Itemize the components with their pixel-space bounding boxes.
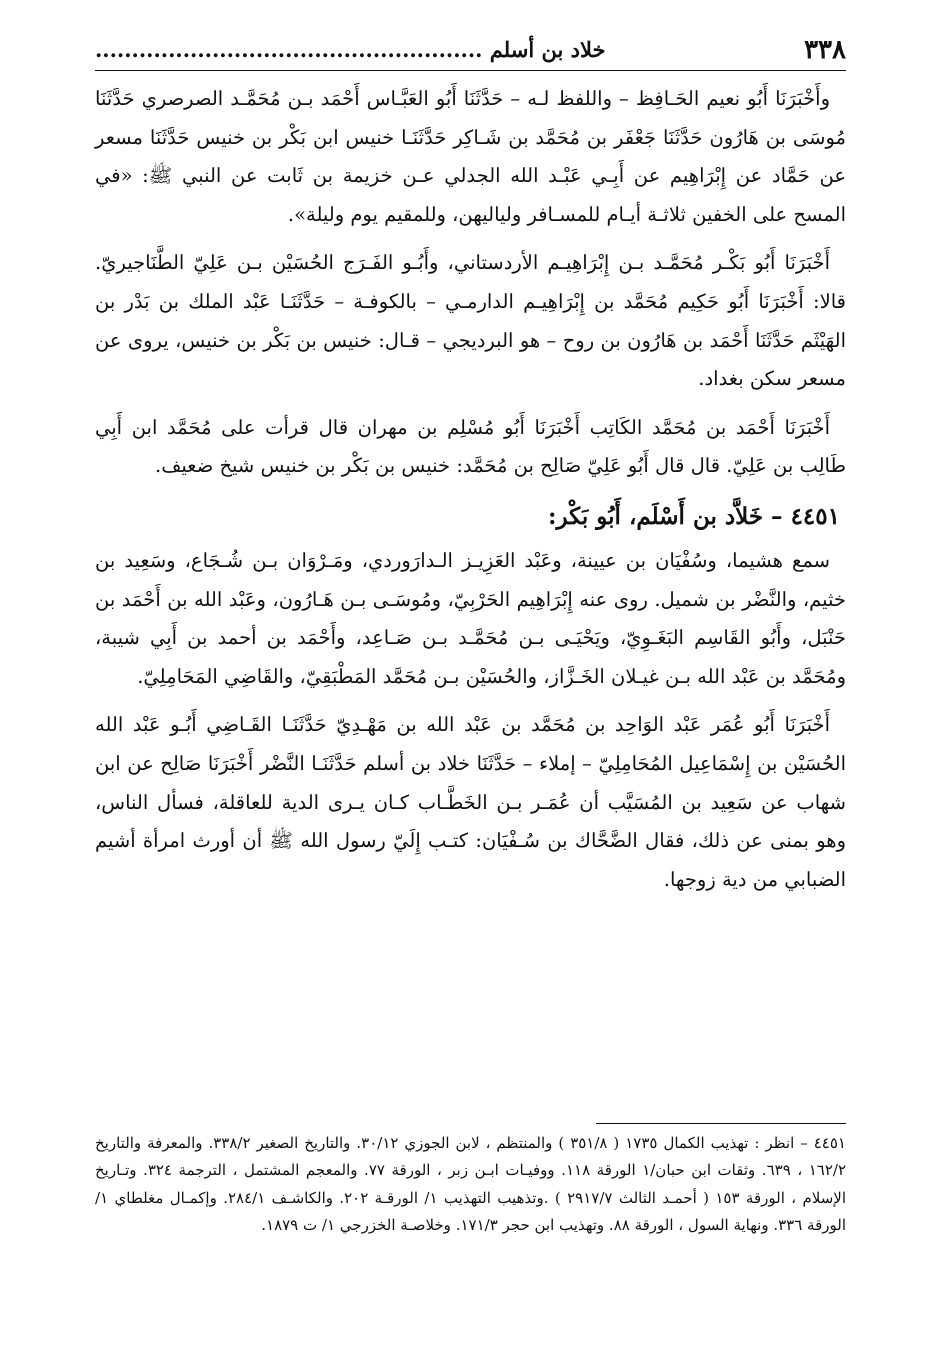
paragraph: وأَخْبَرَنَا أَبُو نعيم الحَـافِظ – واللفظ لـه – حَدَّثَنَا أَبُو العَبَّـاس أَحْمَد بـن مُحَمَّـد الصرصري حَدَّثَنَا مُوسَى بن هَارُون حَدَّثَنَا جَعْفَر بن مُحَمَّد بن شَـاكِر حَدَّثَنَـا خنيس ابن بَكْر بن خنيس حَدَّثَنَا مسعر عن حَمَّاد عن إِبْرَاهِيم عن أَبِـي عَبْـد الله الجدلي عـن خزيمة بن ثَابت عن النبي ﷺ: «في المسح على الخفين ثلاثـة أيـام للمسـافر ولياليهن، وللمقيم يوم وليلة».: [95, 87, 846, 226]
footnote: ٤٤٥١ – انظر : تهذيب الكمال ١٧٣٥ ( ٣٥١/٨ ) والمنتظم ، لابن الجوزي ٣٠/١٢. والتاريخ الصغير ٣٣٨/٢. والمعرفة والتاريخ ١٦٢/٢ ، ٦٣٩. وثقات ابن حبان/١ الورقة ١١٨. ووفيـات ابـن زبر ، الورقة ٧٧. والمعجم المشتمل ، الترجمة ٣٢٤. وتـاريخ الإسلام ، الورقة ١٥٣ ( أحمـد الثالث ٢٩١٧/٧ ) .وتذهيب التهذيب ١/ الورقـة ٢٠٢. والكاشـف ٢٨٤/١. وإكمـال مغلطاي ١/ الورقة ٣٣٦. ونهاية السول ، الورقة ٨٨. وتهذيب ابن حجر ١٧١/٣. وخلاصـة الخزرجي ١/ ت ١٨٧٩.: [95, 1134, 846, 1235]
paragraph: أَخْبَرَنَا أَحْمَد بن مُحَمَّد الكَاتِب أَخْبَرَنَا أَبُو مُسْلِم بن مهران قال قرأت على مُحَمَّد ابن أَبِي طَالِب بن عَلِيّ. قال قال أَبُو عَلِيّ صَالِح بن مُحَمَّد: خنيس بن بَكْر بن خنيس شيخ ضعيف.: [95, 415, 846, 478]
entry-heading: ٤٤٥١ – خَلاَّد بن أَسْلَم، أَبُو بَكْر:: [547, 502, 840, 530]
paragraph: أَخْبَرَنَا أَبُو عُمَر عَبْد الوَاحِد بن مُحَمَّد بن عَبْد الله بن مَهْـدِيّ حَدَّثَنَـا القَـاضِي أَبُـو عَبْد الله الحُسَيْن بن إِسْمَاعِيل المُحَامِلِيّ – إملاء – حَدَّثَنَا خلاد بن أسلم حَدَّثَنَـا النَّضْر أَخْبَرَنَا صَالِح عن ابن شهاب عن سَعِيد بن المُسَيَّب أن عُمَـر بـن الخَطَّـاب كـان يـرى الدية للعاقلة، فسأل الناس، وهو بمنى عن ذلك، فقال الضَّحَّاك بن سُـفْيَان: كتـب إِلَيّ رسول الله ﷺ أن أورث امرأة أشيم الضبابي من دية زوجها.: [95, 713, 846, 891]
page-number: ٣٣٨: [804, 35, 846, 65]
running-title: خلاد بن أسلم .....................................................: [95, 37, 606, 62]
page-body: [95, 80, 846, 899]
footnote-divider: [596, 1123, 846, 1124]
page-header: [95, 26, 846, 71]
paragraph: أَخْبَرَنَا أَبُو بَكْـر مُحَمَّـد بـن إِبْرَاهِيـم الأردستاني، وأَبُـو الفَـرَج الحُسَيْن بـن عَلِيّ الطَّنَاجيريّ. قالا: أَخْبَرَنَا أَبُو حَكِيم مُحَمَّد بن إِبْرَاهِيـم الدارمـي – بالكوفـة – حَدَّثَنَـا عَبْد الملك بن بَدْر بن الهَيْثَم حَدَّثَنَا أَحْمَد بن هَارُون بن روح – هو البرديجي – قـال: خنيس بن بَكْر بن خنيس، يروى عن مسعر سكن بغداد.: [95, 251, 846, 391]
paragraph: سمع هشيما، وسُفْيَان بن عيينة، وعَبْد العَزِيـز الـدارَوردي، ومَـرْوَان بـن شُـجَاع، وسَعِيد بن خثيم، والنَّضْر بن شميل. روى عنه إِبْرَاهِيم الحَرْبِيّ، ومُوسَـى بـن هَـارُون، وعَبْد الله بن أَحْمَد بن حَنْبَل، وأَبُو القَاسِم البَغَـوِيّ، ويَحْيَـى بـن مُحَمَّـد بـن صَـاعِد، وأَحْمَد بن أحمد بن أَبِي شيبة، ومُحَمَّد بن عَبْد الله بـن غيـلان الخَـزَّاز، والحُسَيْن بـن مُحَمَّد المَطْبَقِيّ، والقَاضِي المَحَامِلِيّ.: [95, 548, 846, 688]
